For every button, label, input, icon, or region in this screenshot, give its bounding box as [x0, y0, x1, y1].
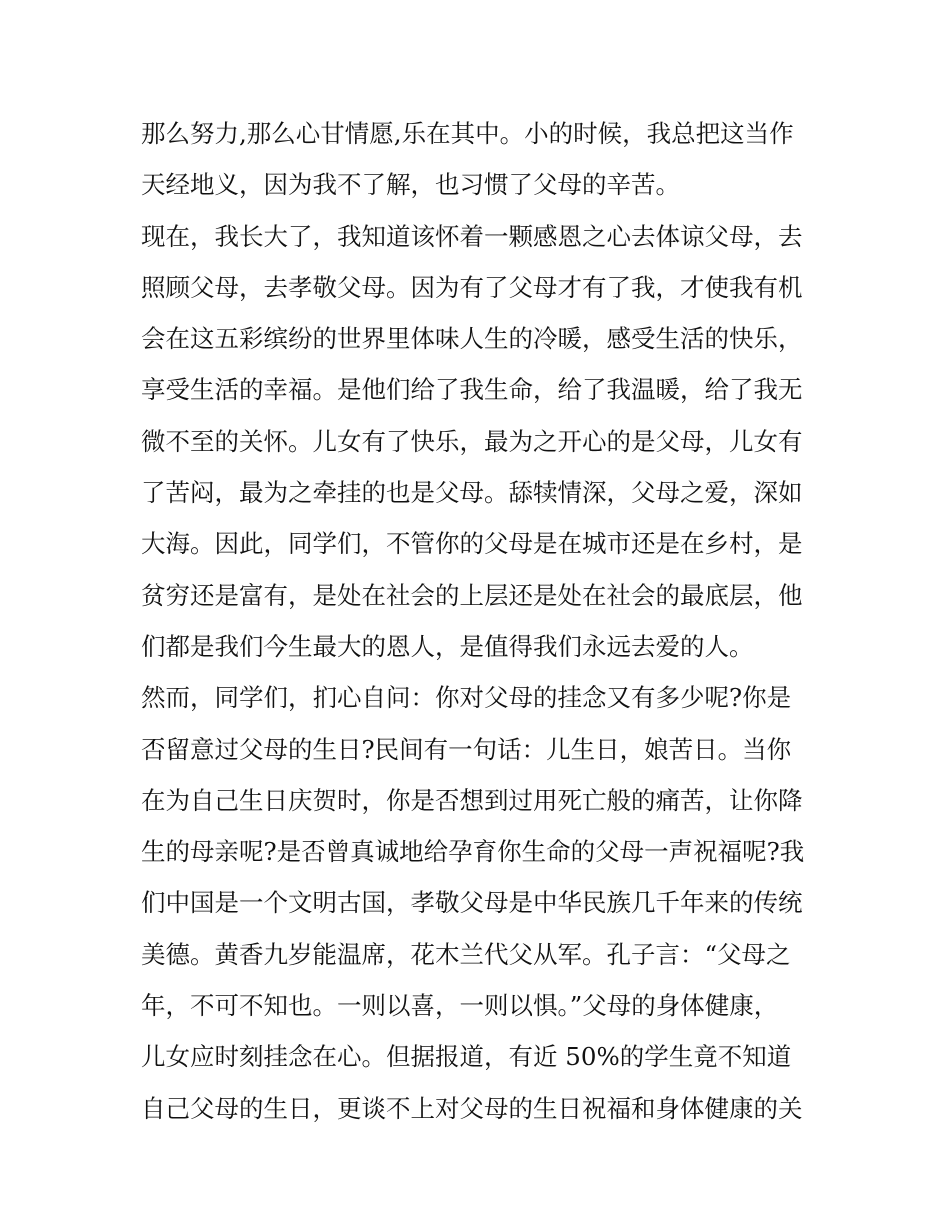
text-line: 贫穷还是富有，是处在社会的上层还是处在社会的最底层，他: [141, 580, 803, 610]
text-line: 享受生活的幸福。是他们给了我生命，给了我温暖，给了我无: [141, 375, 803, 405]
text-line: 大海。因此，同学们，不管你的父母是在城市还是在乡村，是: [141, 529, 803, 559]
text-line: 们都是我们今生最大的恩人，是值得我们永远去爱的人。: [141, 631, 754, 661]
text-line: 照顾父母，去孝敬父母。因为有了父母才有了我，才使我有机: [141, 272, 803, 302]
body-text: [141, 108, 821, 1134]
text-line: 生的母亲呢?是否曾真诚地给孕育你生命的父母一声祝福呢?我: [141, 837, 805, 867]
text-line: 年，不可不知也。一则以喜，一则以惧。”父母的身体健康，: [141, 991, 779, 1021]
text-line: 微不至的关怀。儿女有了快乐，最为之开心的是父母，儿女有: [141, 426, 803, 456]
text-line: 然而，同学们，扪心自问：你对父母的挂念又有多少呢?你是: [141, 683, 792, 713]
text-line: 在为自己生日庆贺时，你是否想到过用死亡般的痛苦，让你降: [141, 785, 803, 815]
text-line: 们中国是一个文明古国，孝敬父母是中华民族几千年来的传统: [141, 888, 803, 918]
text-line: 了苦闷，最为之牵挂的也是父母。舔犊情深，父母之爱，深如: [141, 478, 803, 508]
text-line: 自己父母的生日，更谈不上对父母的生日祝福和身体健康的关: [141, 1093, 803, 1123]
text-line: 儿女应时刻挂念在心。但据报道，有近 50%的学生竟不知道: [141, 1042, 792, 1072]
text-line: 现在，我长大了，我知道该怀着一颗感恩之心去体谅父母，去: [141, 221, 803, 251]
text-line: 天经地义，因为我不了解，也习惯了父母的辛苦。: [141, 170, 680, 200]
text-line: 否留意过父母的生日?民间有一句话：儿生日，娘苦日。当你: [141, 734, 792, 764]
text-line: 那么努力,那么心甘情愿,乐在其中。小的时候，我总把这当作: [141, 119, 794, 148]
text-line: 美德。黄香九岁能温席，花木兰代父从军。孔子言：“父母之: [141, 939, 791, 969]
text-line: 会在这五彩缤纷的世界里体味人生的冷暖，感受生活的快乐，: [141, 324, 803, 354]
